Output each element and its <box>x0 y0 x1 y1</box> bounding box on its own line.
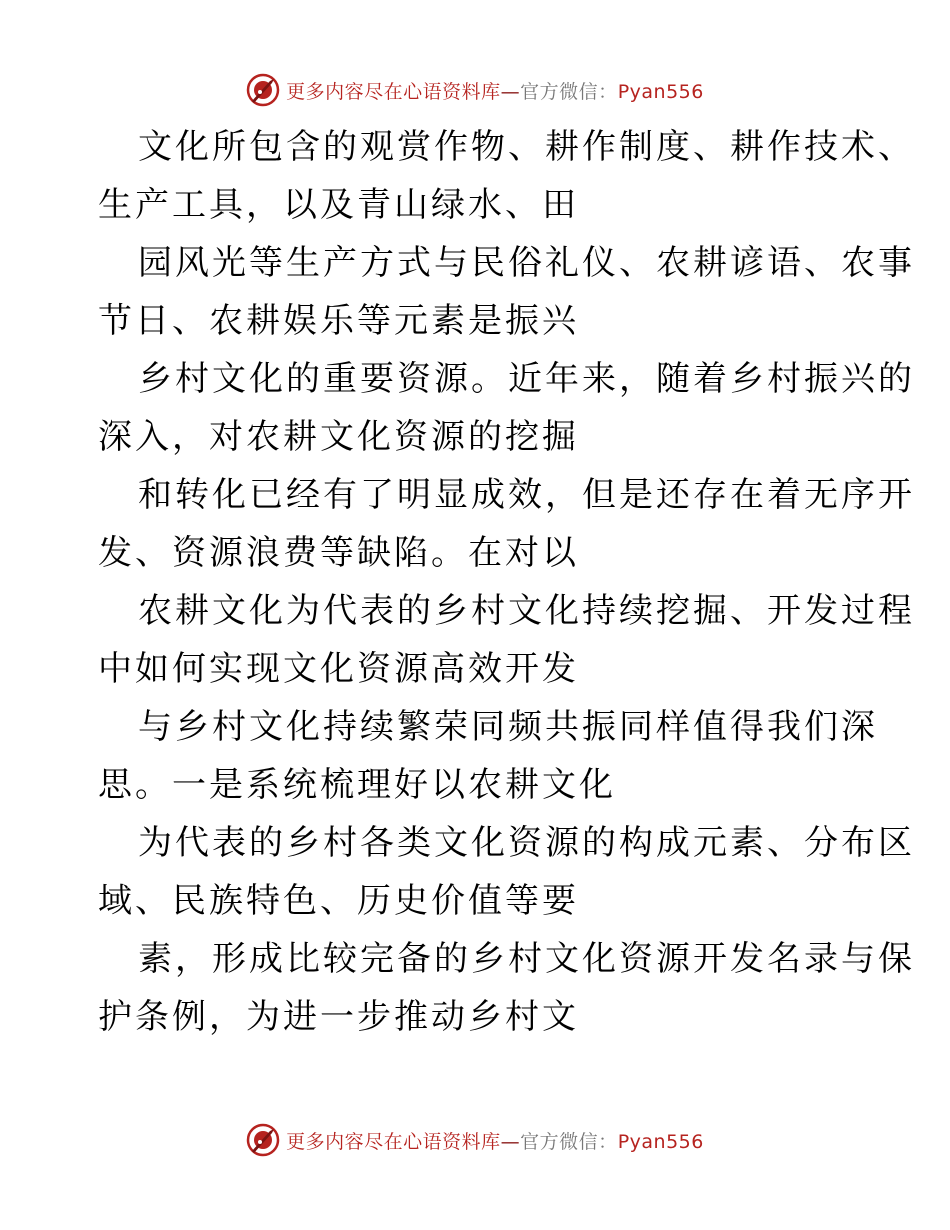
paragraph <box>98 350 915 466</box>
header-separator: — <box>500 80 521 103</box>
page-footer <box>0 1120 950 1160</box>
text-line: 中如何实现文化资源高效开发 <box>98 649 579 689</box>
text-line: 为代表的乡村各类文化资源的构成元素、分布区 <box>138 823 915 863</box>
paragraph <box>98 582 915 698</box>
text-line: 和转化已经有了明显成效，但是还存在着无序开 <box>138 475 915 515</box>
document-body <box>98 118 915 1046</box>
footer-wechat-label: 官方微信： <box>520 1130 618 1153</box>
text-line: 素，形成比较完备的乡村文化资源开发名录与保 <box>138 939 915 979</box>
footer-banner-text <box>286 1127 704 1154</box>
footer-separator: — <box>500 1130 521 1153</box>
text-line: 农耕文化为代表的乡村文化持续挖掘、开发过程 <box>138 591 915 631</box>
text-line: 园风光等生产方式与民俗礼仪、农耕谚语、农事 <box>138 243 915 283</box>
text-line: 思。一是系统梳理好以农耕文化 <box>98 765 616 805</box>
text-line: 护条例，为进一步推动乡村文 <box>98 997 579 1037</box>
paragraph <box>98 814 915 930</box>
text-line: 乡村文化的重要资源。近年来，随着乡村振兴的 <box>138 359 915 399</box>
paragraph <box>98 466 915 582</box>
text-line: 发、资源浪费等缺陷。在对以 <box>98 533 579 573</box>
header-banner <box>246 73 704 107</box>
footer-banner <box>246 1123 704 1157</box>
header-banner-text <box>286 77 704 104</box>
paragraph <box>98 930 915 1046</box>
text-line: 与乡村文化持续繁荣同频共振同样值得我们深 <box>138 707 878 747</box>
footer-brand: 更多内容尽在心语资料库 <box>286 1130 501 1153</box>
paragraph <box>98 698 878 814</box>
header-wechat-label: 官方微信： <box>520 80 618 103</box>
text-line: 域、民族特色、历史价值等要 <box>98 881 579 921</box>
header-wechat-id: Pyan556 <box>617 80 704 103</box>
text-line: 生产工具，以及青山绿水、田 <box>98 185 579 225</box>
text-line: 文化所包含的观赏作物、耕作制度、耕作技术、 <box>138 127 915 167</box>
text-line: 节日、农耕娱乐等元素是振兴 <box>98 301 579 341</box>
paragraph <box>98 234 915 350</box>
text-line: 深入，对农耕文化资源的挖掘 <box>98 417 579 457</box>
header-brand: 更多内容尽在心语资料库 <box>286 80 501 103</box>
quill-pen-logo-icon <box>246 73 280 107</box>
paragraph <box>98 118 915 234</box>
page-header <box>0 70 950 110</box>
footer-wechat-id: Pyan556 <box>617 1130 704 1153</box>
quill-pen-logo-icon <box>246 1123 280 1157</box>
